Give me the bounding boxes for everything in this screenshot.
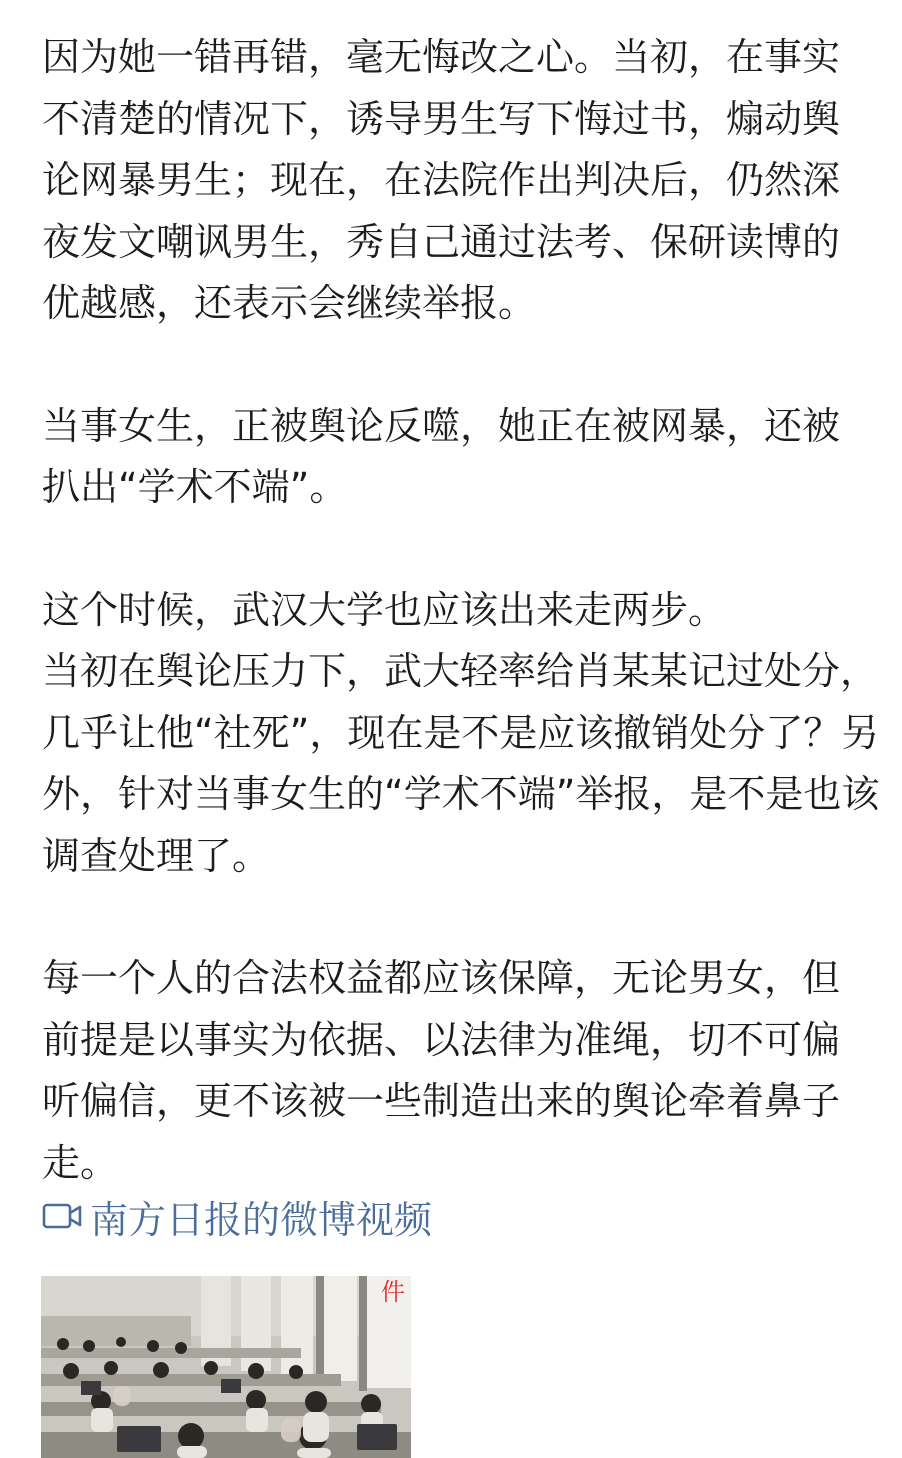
video-camera-icon bbox=[42, 1201, 82, 1231]
video-thumbnail[interactable] bbox=[41, 1276, 411, 1458]
article-body bbox=[42, 27, 888, 1194]
paragraph-4: 每一个人的合法权益都应该保障，无论男女，但前提是以事实为依据、以法律为准绳，切不可偏听偏信，更不该被一些制造出来的舆论牵着鼻子走。 bbox=[42, 956, 841, 1185]
paragraph-1: 因为她一错再错，毫无悔改之心。当初，在事实不清楚的情况下，诱导男生写下悔过书，煽动舆论网暴男生；现在，在法院作出判决后，仍然深夜发文嘲讽男生，秀自己通过法考、保研读博的优越感，还表示会继续举报。 bbox=[42, 35, 841, 325]
paragraph-2: 当事女生，正被舆论反噬，她正在被网暴，还被扒出“学术不端”。 bbox=[42, 403, 841, 509]
paragraph-3: 这个时候，武汉大学也应该出来走两步。 当初在舆论压力下，武大轻率给肖某某记过处分，几乎让他“社死”，现在是不是应该撤销处分了？另外，针对当事女生的“学术不端”举报，是不是也该调查处理了。 bbox=[42, 587, 880, 878]
video-link[interactable] bbox=[42, 1188, 432, 1244]
classroom-scene-image bbox=[41, 1276, 411, 1458]
video-link-label: 南方日报的微博视频 bbox=[90, 1197, 433, 1242]
thumbnail-overlay-text: 件 bbox=[381, 1278, 405, 1306]
